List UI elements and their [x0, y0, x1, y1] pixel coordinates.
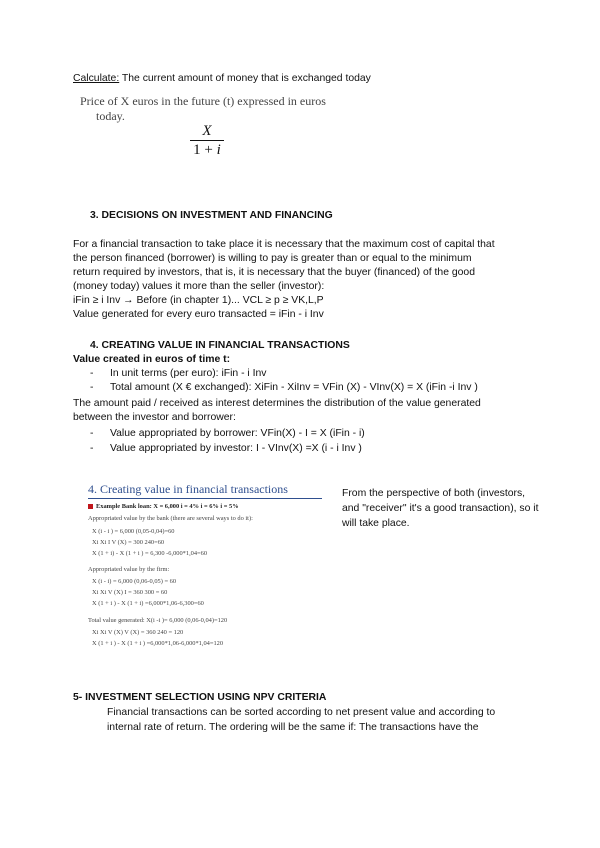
price-text-line1: Price of X euros in the future (t) expressed in euros — [80, 94, 326, 108]
section3-line: (money today) values it more than the seller (investor): — [73, 281, 325, 292]
bullet-dash: - — [90, 368, 94, 379]
section4-heading: 4. CREATING VALUE IN FINANCIAL TRANSACTIONS — [90, 340, 350, 351]
section3-line: Value generated for every euro transacted = iFin - i Inv — [73, 309, 324, 320]
formula-denominator — [192, 141, 222, 159]
slide-line: Appropriated value by the firm: — [88, 566, 170, 573]
slide-example-line — [96, 503, 239, 511]
slide-title: 4. Creating value in financial transactions — [88, 482, 288, 496]
formula-numerator: X — [202, 123, 212, 139]
formula-denominator-prefix: 1 + — [193, 142, 217, 158]
price-text-line2: today. — [96, 109, 125, 123]
slide-line: X (1 + i ) - X (1 + i ) =6,000*1,06-6,000*1,04=120 — [92, 640, 224, 647]
calculate-line — [73, 72, 371, 86]
bullet-item: In unit terms (per euro): iFin - i Inv — [110, 368, 267, 379]
calculate-text: The current amount of money that is exchanged today — [119, 73, 371, 84]
section3-heading: 3. DECISIONS ON INVESTMENT AND FINANCING — [90, 210, 333, 221]
slide-line: Appropriated value by the bank (there are several ways to do it): — [88, 515, 253, 522]
bullet-item: Value appropriated by investor: I - VInv(X) =X (i - i Inv ) — [110, 443, 362, 454]
slide-line: Xi Xi V (X) V (X) = 360 240 = 120 — [92, 629, 184, 636]
slide-line: X (1 + i) - X (1 + i ) = 6,300 -6,000*1,04=60 — [92, 550, 208, 557]
slide-caption: From the perspective of both (investors, and "receiver" it's a good transaction), so it will take place. — [342, 488, 539, 529]
calculate-label: Calculate: — [73, 73, 120, 84]
section4-para: The amount paid / received as interest determines the distribution of the value generated — [73, 398, 481, 409]
slide-example: Example Bank loan: X = 6,000 i — [96, 503, 183, 510]
formula-denominator-var: i — [216, 142, 221, 158]
slide-example-rest: = 4% i — [182, 503, 203, 510]
bullet-dash: - — [90, 382, 94, 393]
bullet-item: Total amount (X € exchanged): XiFin - XiInv = VFin (X) - VInv(X) = X (iFin -i Inv ) — [110, 382, 478, 393]
section5-line: Financial transactions can be sorted according to net present value and according to — [107, 707, 496, 718]
bullet-item: Value appropriated by borrower: VFin(X) - I = X (iFin - i) — [110, 428, 365, 439]
slide-image — [82, 480, 326, 656]
slide-line: X (i - i ) = 6,000 (0,05-0,04)=60 — [92, 528, 175, 535]
section3-line: For a financial transaction to take place it is necessary that the maximum cost of capital that — [73, 239, 495, 250]
bullet-dash: - — [90, 428, 94, 439]
slide-line: Total value generated: X(i -i )= 6,000 (0,06-0,04)=120 — [88, 617, 228, 624]
present-value-formula — [192, 122, 222, 159]
section5-line: internal rate of return. The ordering will be the same if: The transactions have the — [107, 722, 479, 733]
section5-heading: 5- INVESTMENT SELECTION USING NPV CRITERIA — [73, 692, 327, 703]
slide-example-end: = 6% i = 5% — [202, 503, 239, 510]
section3-line: the person financed (borrower) is willing to pay is greater than or equal to the minimum — [73, 253, 472, 264]
slide-title-rule — [88, 498, 322, 499]
slide-line: X (1 + i ) - X (1 + i) =6,000*1,06-6,300=60 — [92, 600, 204, 607]
slide-bullet-square — [88, 504, 93, 509]
slide-line: X (i - i) = 6,000 (0,06-0,05) = 60 — [92, 578, 177, 585]
slide-line: Xi Xi I V (X) = 300 240=60 — [92, 539, 165, 546]
section3-line: iFin ≥ i Inv → Before (in chapter 1)... VCL ≥ p ≥ VK,L,P — [73, 295, 324, 306]
section3-line: return required by investors, that is, it is necessary that the buyer (financed) of the good — [73, 267, 475, 278]
bullet-dash: - — [90, 443, 94, 454]
section4-subheading: Value created in euros of time t: — [73, 354, 231, 365]
section4-para: between the investor and borrower: — [73, 412, 236, 423]
slide-line: Xi Xi V (X) I = 360 300 = 60 — [92, 589, 168, 596]
